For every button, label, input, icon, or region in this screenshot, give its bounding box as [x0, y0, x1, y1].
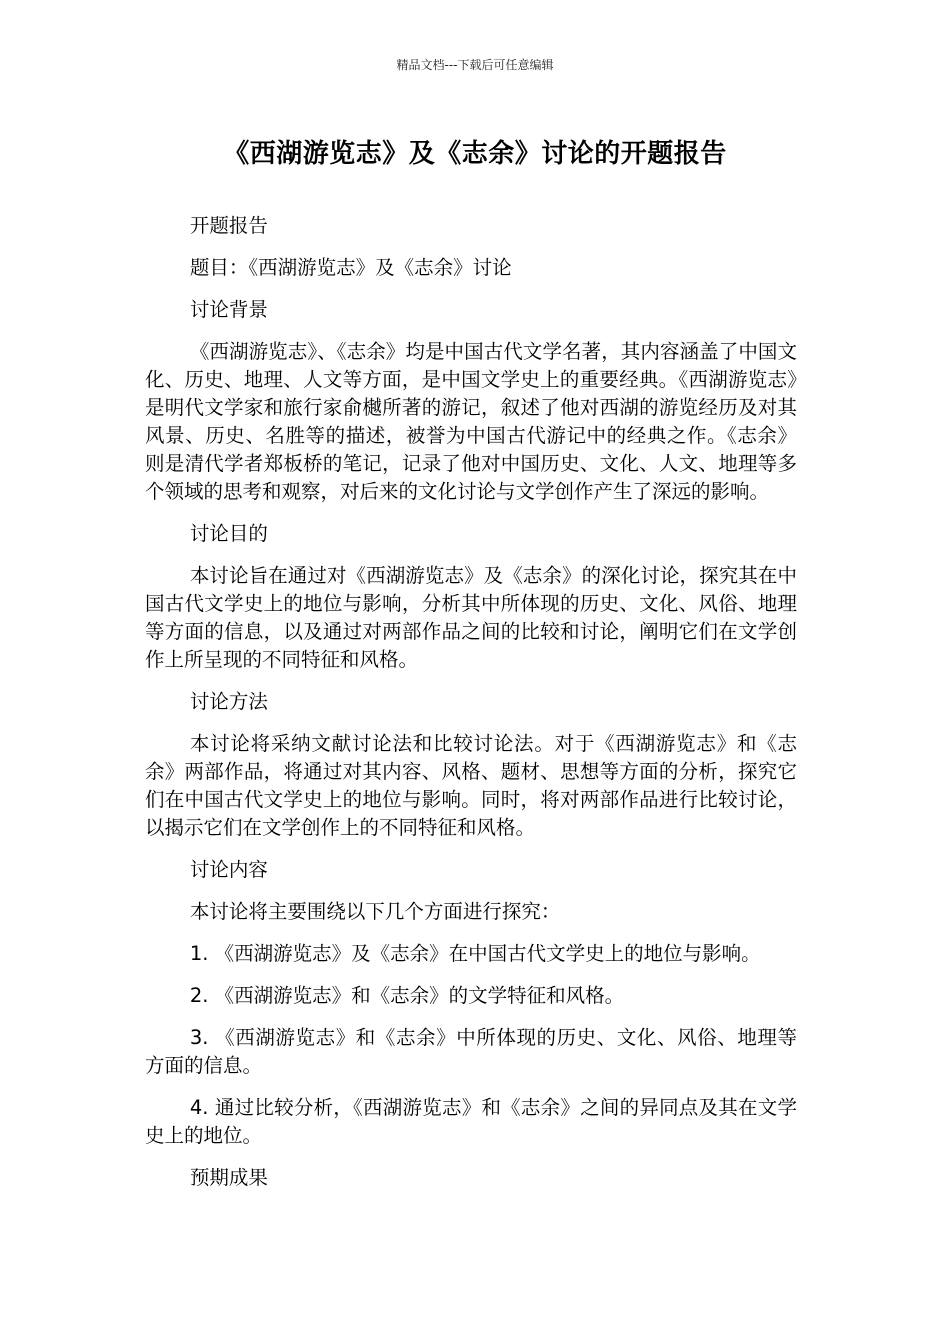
list-item-1: 1. 《西湖游览志》及《志余》在中国古代文学史上的地位与影响。: [189, 942, 761, 965]
heading-content: 讨论内容: [189, 858, 268, 881]
paragraph-content-intro: 本讨论将主要围绕以下几个方面进行探究：: [189, 900, 561, 923]
paragraph-background: 《西湖游览志》、《志余》均是中国古代文学名著，其内容涵盖了中国文化、历史、地理、人文等方面，是中国文学史上的重要经典。《西湖游览志》是明代文学家和旅行家俞樾所著的游记，叙述了他对西湖的游览经历及对其风景、历史、名胜等的描述，被誉为中国古代游记中的经典之作。《志余》则是清代学者郑板桥的笔记，记录了他对中国历史、文化、人文、地理等多个领域的思考和观察，对后来的文化讨论与文学创作产生了深远的影响。: [145, 340, 797, 503]
heading-purpose: 讨论目的: [189, 522, 268, 545]
document-title: 《西湖游览志》及《志余》讨论的开题报告: [223, 139, 727, 169]
header-note: 精品文档---下载后可任意编辑: [396, 58, 554, 72]
topic-line: 题目：《西湖游览志》及《志余》讨论: [189, 256, 512, 279]
heading-background: 讨论背景: [189, 298, 268, 321]
heading-method: 讨论方法: [189, 690, 268, 713]
list-item-2: 2. 《西湖游览志》和《志余》的文学特征和风格。: [189, 984, 625, 1007]
list-item-4: 4. 通过比较分析，《西湖游览志》和《志余》之间的异同点及其在文学史上的地位。: [145, 1096, 797, 1147]
section-label-report: 开题报告: [189, 214, 268, 237]
heading-expected-results: 预期成果: [189, 1166, 268, 1189]
paragraph-purpose: 本讨论旨在通过对《西湖游览志》及《志余》的深化讨论，探究其在中国古代文学史上的地位与影响，分析其中所体现的历史、文化、风俗、地理等方面的信息，以及通过对两部作品之间的比较和讨论，阐明它们在文学创作上所呈现的不同特征和风格。: [145, 564, 797, 671]
document-body: [145, 212, 797, 1206]
paragraph-method: 本讨论将采纳文献讨论法和比较讨论法。对于《西湖游览志》和《志余》两部作品，将通过对其内容、风格、题材、思想等方面的分析，探究它们在中国古代文学史上的地位与影响。同时，将对两部作品进行比较讨论，以揭示它们在文学创作上的不同特征和风格。: [145, 732, 797, 839]
list-item-3: 3. 《西湖游览志》和《志余》中所体现的历史、文化、风俗、地理等方面的信息。: [145, 1026, 797, 1077]
